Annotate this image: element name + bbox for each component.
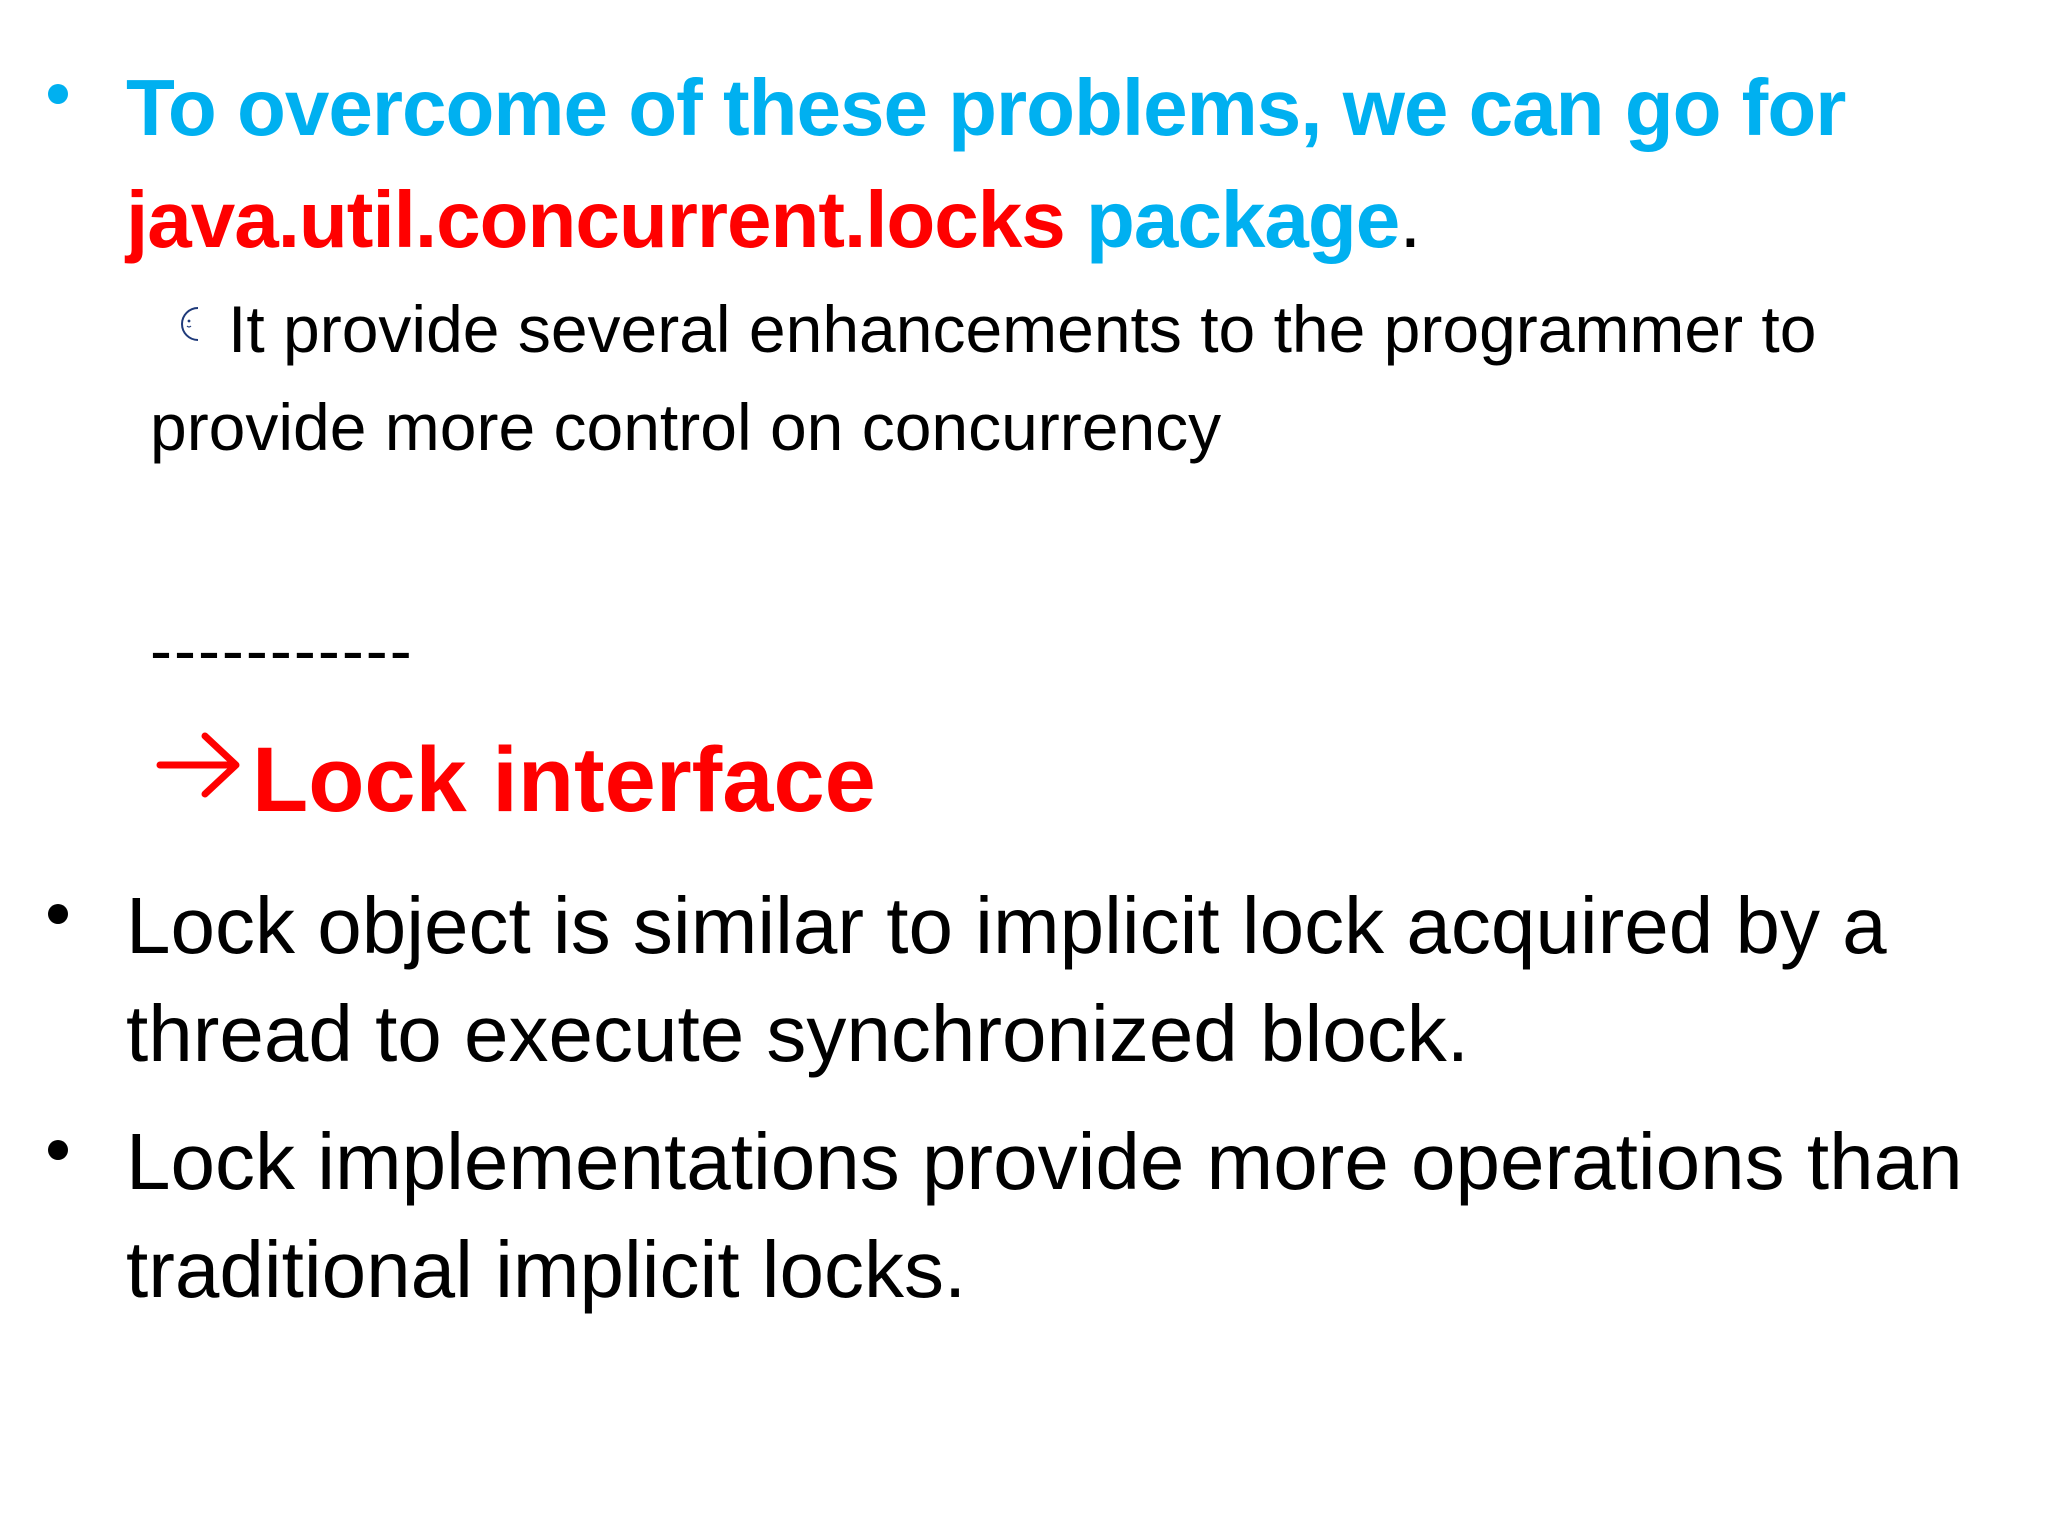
bullet-item-lock-implementations <box>48 1108 1998 1324</box>
sub-paragraph-text: It provide several enhancements to the programmer to provide more control on concurrency <box>150 292 1817 464</box>
bullet-item-overcome-problems <box>48 52 1978 276</box>
right-arrow-icon <box>150 720 250 810</box>
bullet-dot-icon <box>48 1108 126 1164</box>
bullet-dot-icon <box>48 872 126 928</box>
bullet-dot-icon <box>48 52 126 108</box>
bullet-item-lock-object <box>48 872 1998 1088</box>
separator-dashes: ----------- <box>150 613 414 687</box>
bullet-text-intro: To overcome of these problems, we can go for <box>126 63 1846 152</box>
lock-interface-heading <box>150 720 876 840</box>
bullet-text: Lock object is similar to implicit lock acquired by a thread to execute synchronized block. <box>126 881 1887 1078</box>
lock-interface-label: Lock interface <box>252 729 876 831</box>
bullet-text-period: . <box>1399 175 1421 264</box>
bullet-text: Lock implementations provide more operations than traditional implicit locks. <box>126 1117 1963 1314</box>
bullet-text <box>126 52 1978 276</box>
sub-paragraph <box>150 280 1970 476</box>
package-name: java.util.concurrent.locks <box>126 175 1065 264</box>
crescent-moon-icon <box>174 304 214 344</box>
bullet-text-package: package <box>1064 175 1400 264</box>
